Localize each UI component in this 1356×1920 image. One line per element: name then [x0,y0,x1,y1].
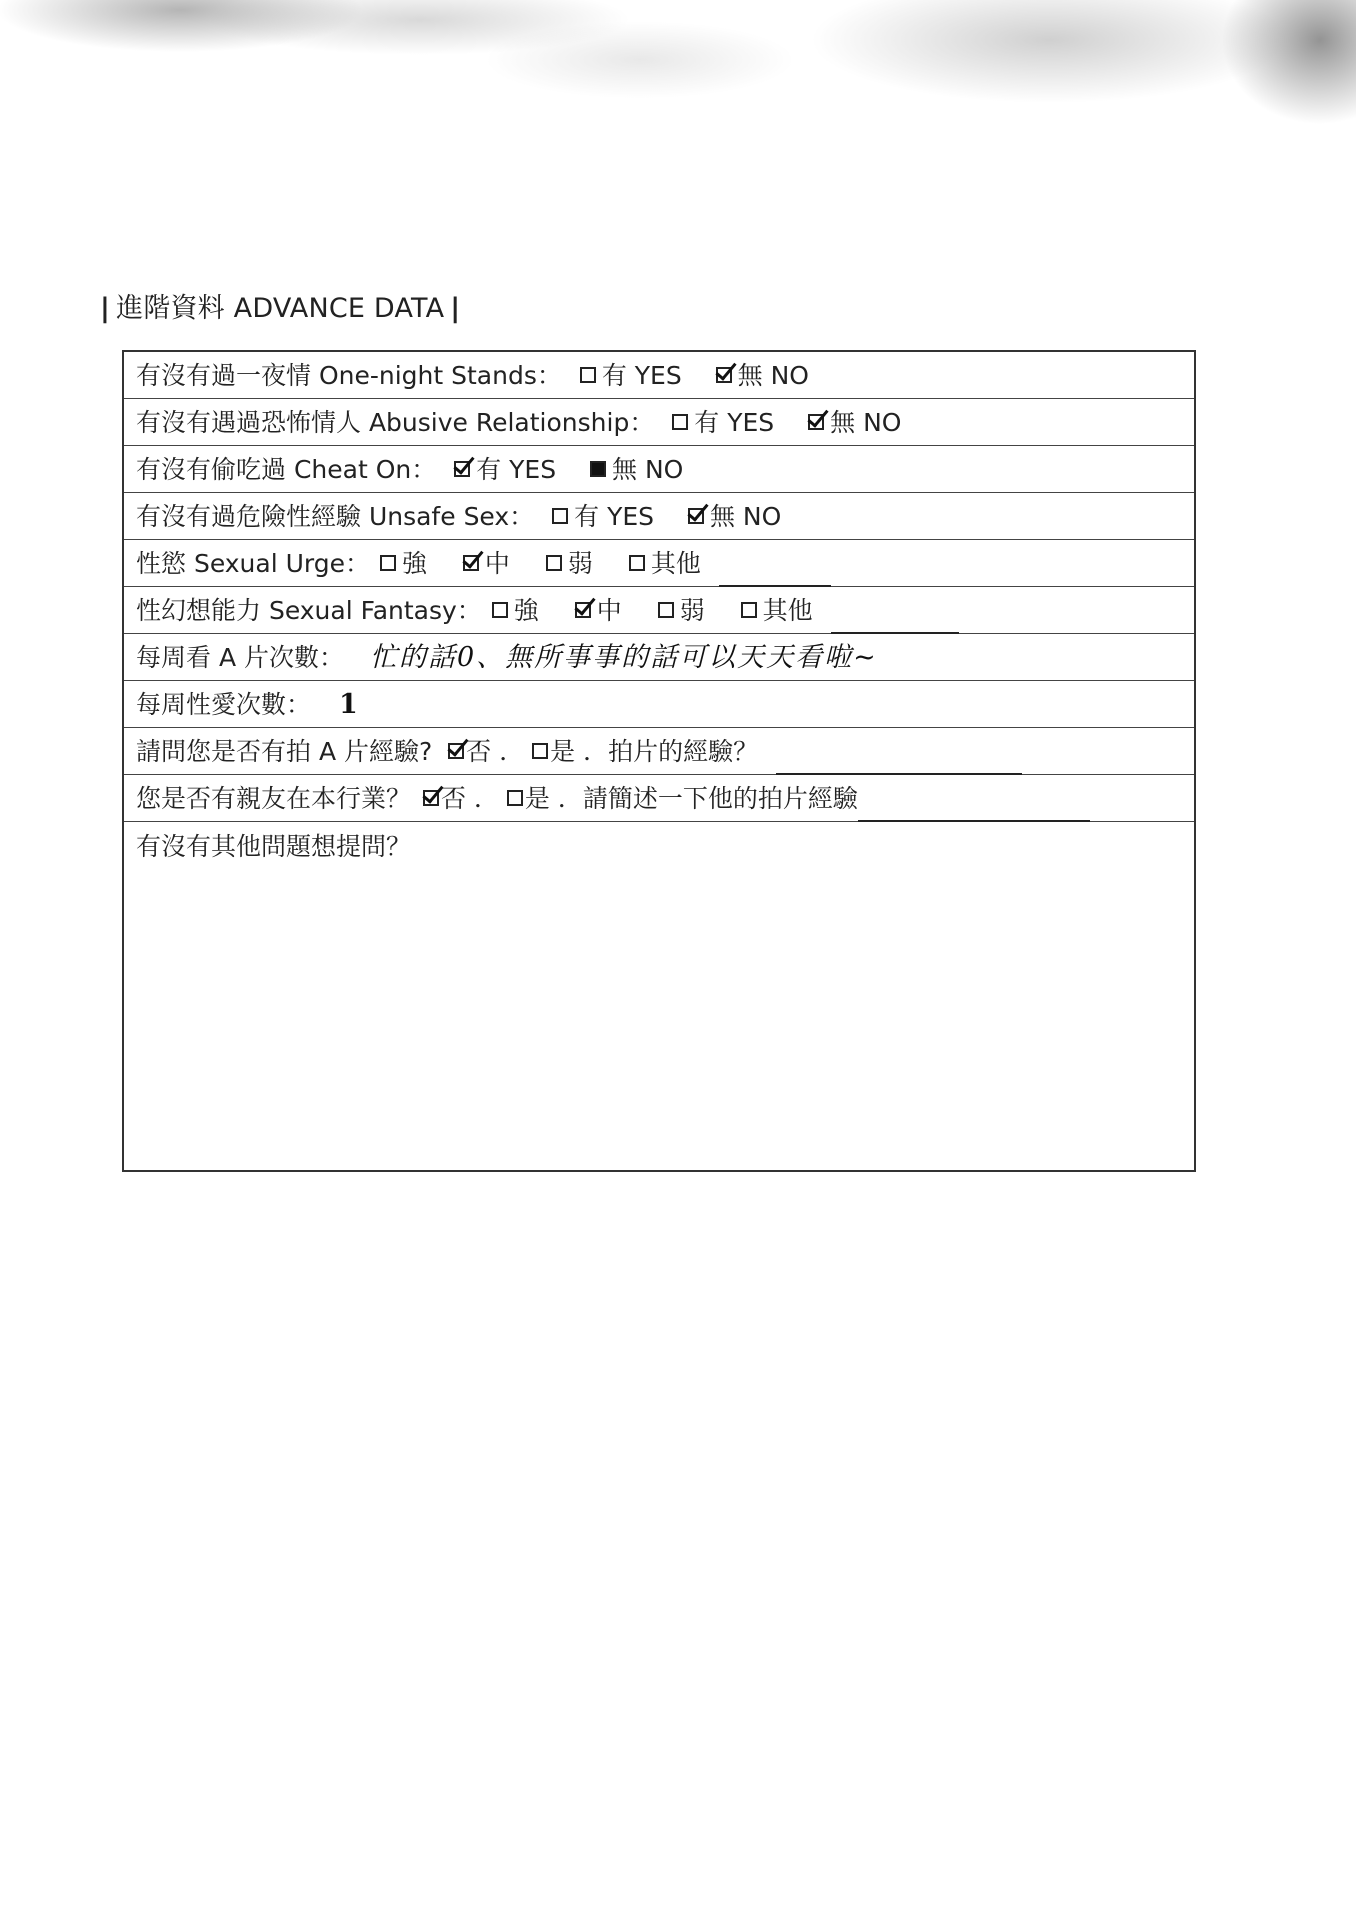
row-one-night-stands [124,352,1194,399]
heading-right-bar: | [450,293,461,324]
experience-blank-line[interactable] [858,790,1090,822]
option-label: 有 YES [601,361,682,390]
medium-checkbox-checked[interactable] [463,555,479,571]
row-friends-in-industry [124,775,1194,822]
strong-checkbox[interactable] [492,602,508,618]
separator-dot: ． [499,737,525,766]
row-cheat-on [124,446,1194,493]
option-label: 無 NO [709,502,782,531]
other-checkbox[interactable] [741,602,757,618]
yes-checkbox[interactable] [580,367,596,383]
heading-left-bar: | [100,293,111,324]
yes-checkbox[interactable] [672,414,688,430]
weak-checkbox[interactable] [546,555,562,571]
row-label: 每周看 A 片次數： [136,643,344,672]
heading-text: 進階資料 ADVANCE DATA [116,293,445,324]
experience-blank-line[interactable] [776,743,1022,775]
separator-dot: ． [473,784,499,813]
no-checkbox-checked[interactable] [448,743,464,759]
follow-up-text: ．請簡述一下他的拍片經驗 [557,784,858,813]
row-av-experience [124,728,1194,775]
no-checkbox-filled[interactable] [590,461,606,477]
yes-checkbox-checked[interactable] [454,461,470,477]
row-sexual-fantasy [124,587,1194,634]
option-label: 無 NO [737,361,809,390]
advance-data-form [122,350,1196,1172]
weak-checkbox[interactable] [658,602,674,618]
option-label: 弱 [567,549,593,578]
row-label: 請問您是否有拍 A 片經驗? [136,737,433,766]
no-checkbox-checked[interactable] [808,414,824,430]
option-label: 無 NO [830,408,902,437]
yes-checkbox[interactable] [507,790,523,806]
other-blank-line[interactable] [719,555,831,587]
section-heading [94,286,466,325]
option-label: 是 [524,784,550,813]
handwritten-answer: 忙的話0、無所事事的話可以天天看啦~ [369,642,878,673]
follow-up-text: ．拍片的經驗？ [583,737,759,766]
row-weekly-sex-count [124,681,1194,728]
no-checkbox-checked[interactable] [716,367,732,383]
row-sexual-urge [124,540,1194,587]
medium-checkbox-checked[interactable] [575,602,591,618]
row-label: 有沒有偷吃過 Cheat On： [136,455,437,484]
row-label: 有沒有遇過恐怖情人 Abusive Relationship： [136,408,655,437]
option-label: 弱 [679,596,705,625]
row-label: 性慾 Sexual Urge： [136,549,370,578]
row-abusive-relationship [124,399,1194,446]
no-checkbox-checked[interactable] [688,508,704,524]
option-label: 否 [466,737,492,766]
strong-checkbox[interactable] [380,555,396,571]
other-questions-area[interactable] [124,822,1194,1170]
row-label: 有沒有過一夜情 One-night Stands： [136,361,562,390]
other-blank-line[interactable] [831,602,959,634]
row-weekly-av-count [124,634,1194,681]
yes-checkbox[interactable] [532,743,548,759]
yes-checkbox[interactable] [552,508,568,524]
row-label: 每周性愛次數： [136,690,312,719]
option-label: 中 [596,596,622,625]
option-label: 有 YES [694,408,775,437]
option-label: 有 YES [574,502,655,531]
row-label: 有沒有過危險性經驗 Unsafe Sex： [136,502,535,531]
paper-crease-shadow [0,0,1356,170]
option-label: 是 [550,737,576,766]
row-label: 您是否有親友在本行業？ [136,784,412,813]
option-label: 否 [440,784,466,813]
row-label: 有沒有其他問題想提問？ [136,832,412,861]
option-label: 中 [484,549,510,578]
row-label: 性幻想能力 Sexual Fantasy： [136,596,482,625]
other-checkbox[interactable] [629,555,645,571]
no-checkbox-checked[interactable] [423,790,439,806]
option-label: 強 [513,596,539,625]
option-label: 無 NO [612,455,684,484]
row-unsafe-sex [124,493,1194,540]
option-label: 其他 [650,549,701,578]
option-label: 有 YES [476,455,557,484]
option-label: 其他 [762,596,813,625]
option-label: 強 [401,549,427,578]
handwritten-answer: 1 [338,689,360,720]
